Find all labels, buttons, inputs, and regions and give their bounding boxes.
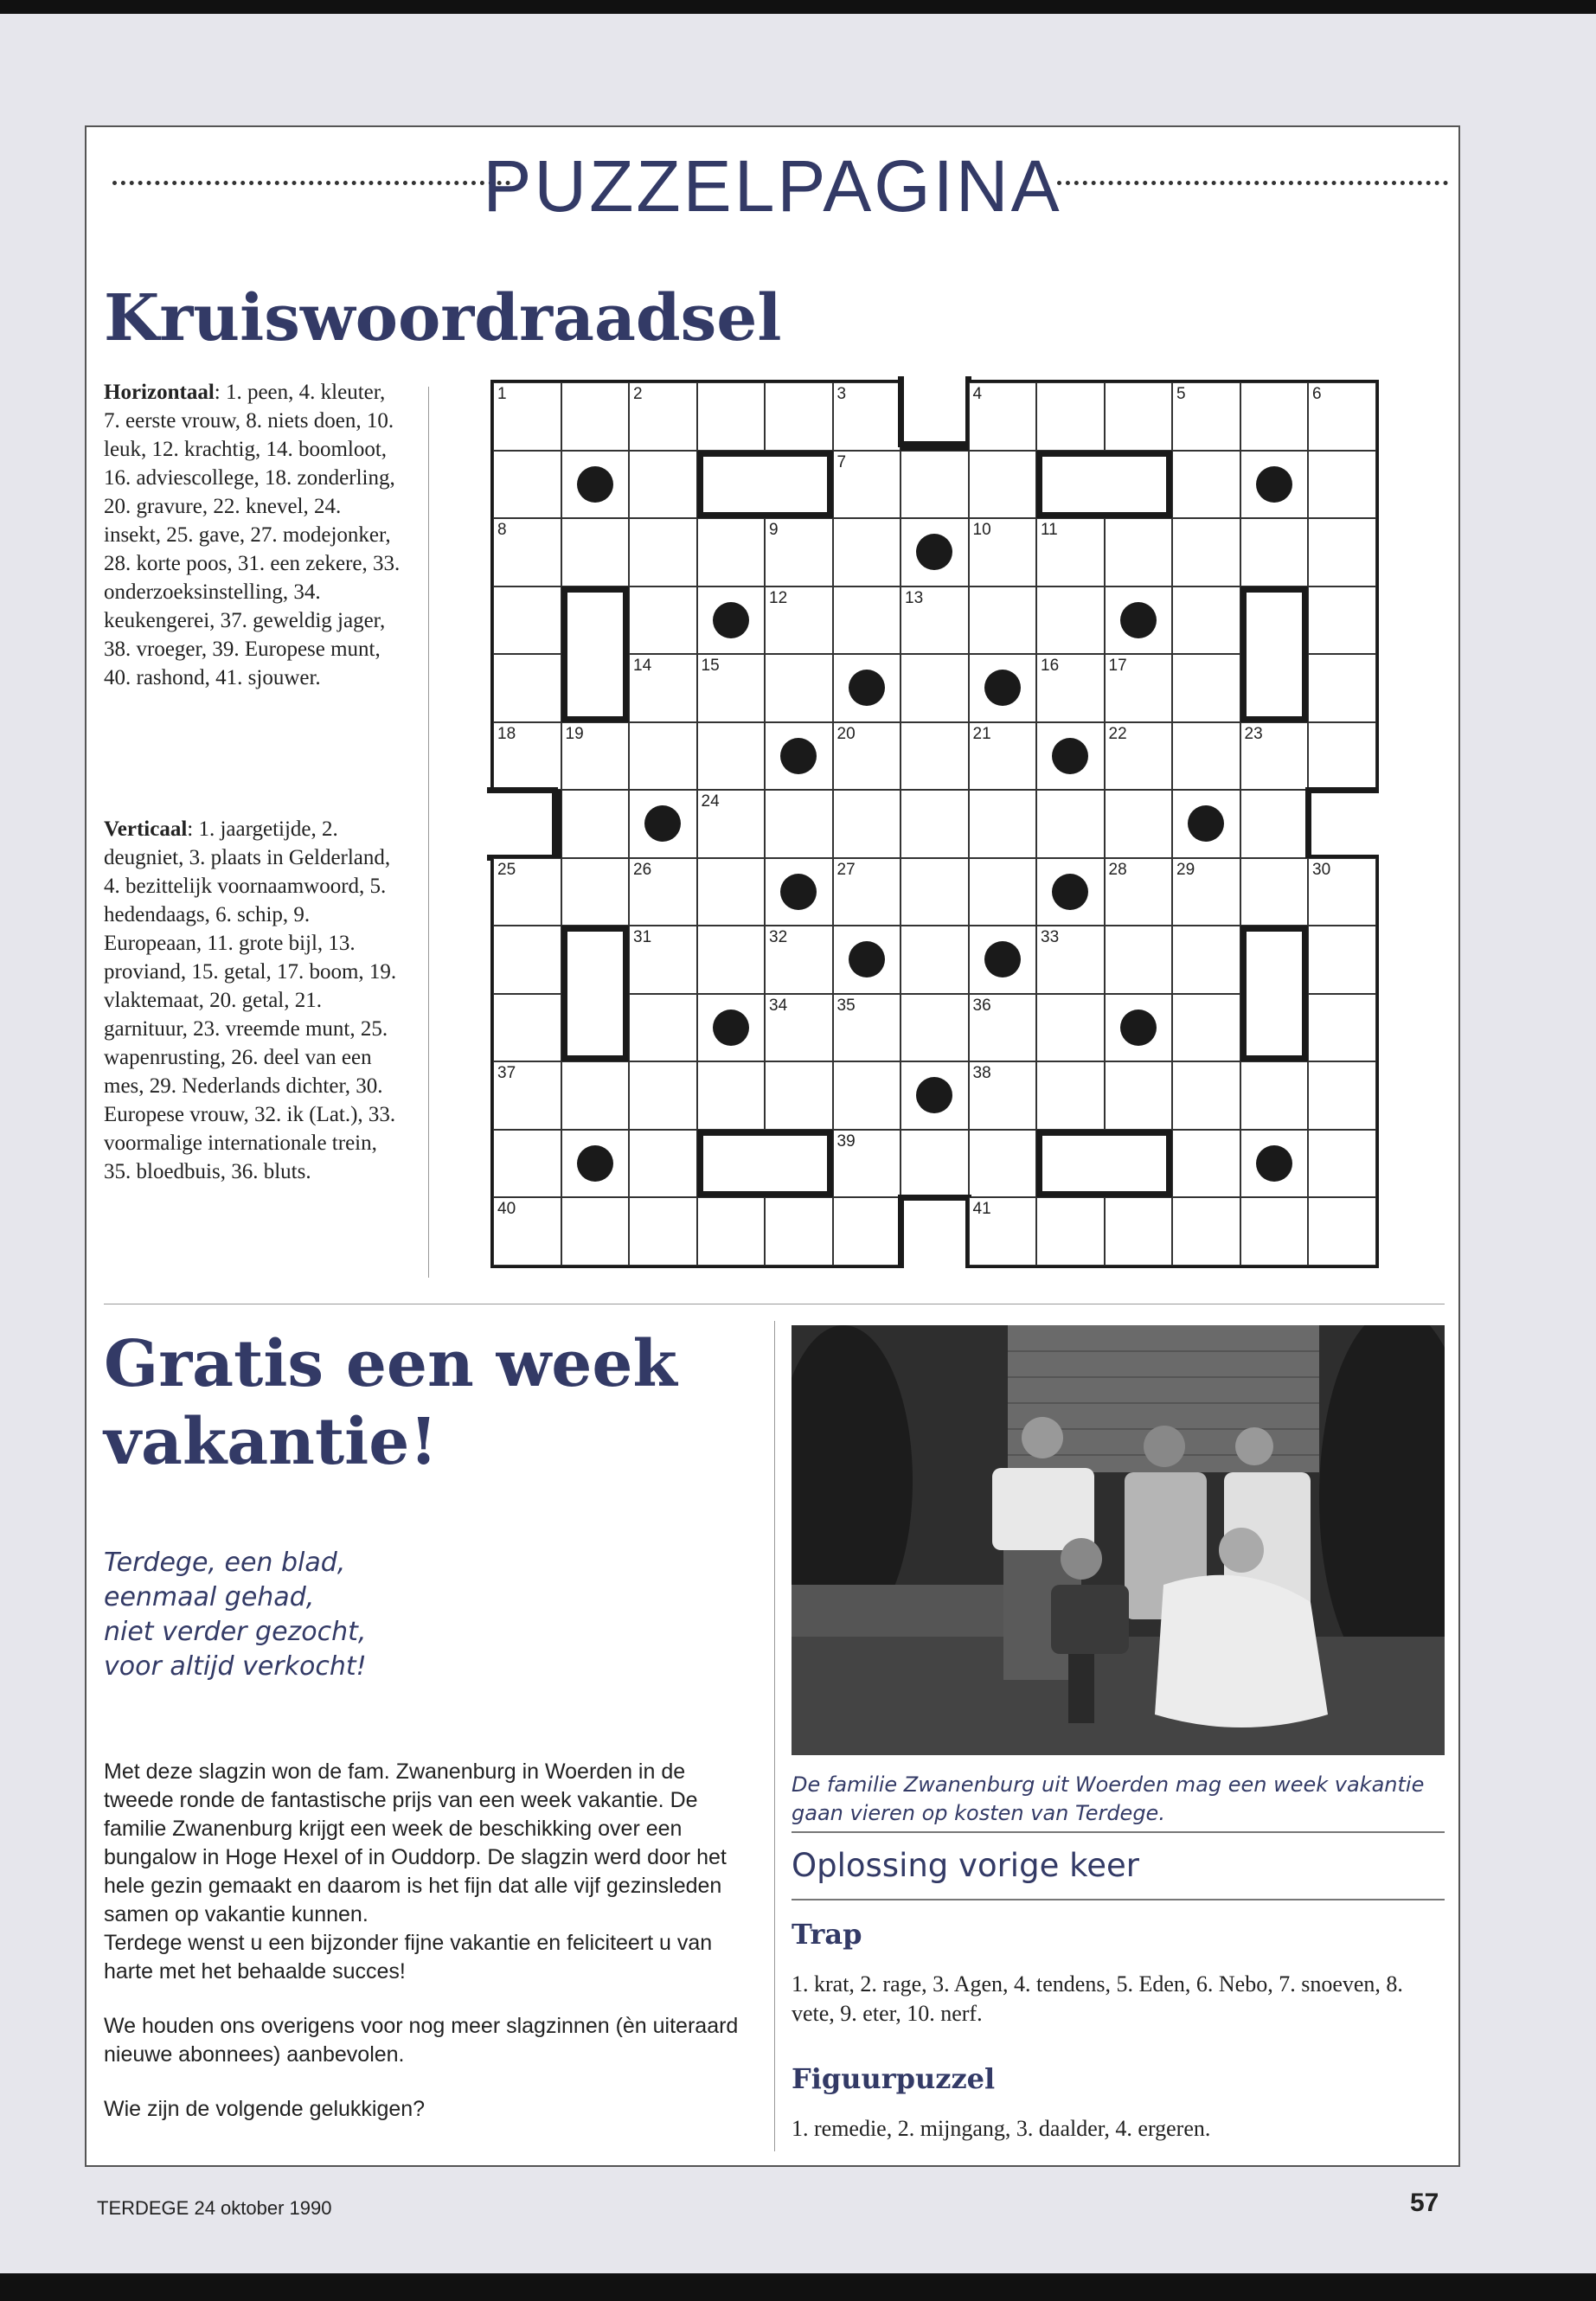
grid-number: 4 [972, 385, 983, 403]
grid-number: 3 [836, 385, 847, 403]
grid-cell[interactable] [629, 1130, 697, 1198]
slogan-line: Terdege, een blad, [104, 1548, 346, 1578]
contest-paragraph: Wie zijn de volgende gelukkigen? [104, 2097, 426, 2121]
grid-cell[interactable] [629, 1061, 697, 1130]
grid-cell[interactable] [833, 1197, 901, 1266]
clues-horizontal-label: Horizontaal [104, 381, 215, 404]
grid-cell[interactable] [493, 586, 561, 655]
grid-cell[interactable] [697, 722, 766, 791]
grid-cell[interactable] [493, 451, 561, 519]
contest-title-line1: Gratis een week [104, 1327, 677, 1401]
grid-cell[interactable] [1308, 1061, 1376, 1130]
grid-cell[interactable] [1308, 586, 1376, 655]
grid-number: 14 [633, 657, 652, 675]
header-dots-right [1057, 181, 1448, 185]
grid-cell[interactable] [697, 1061, 766, 1130]
grid-cell[interactable] [629, 518, 697, 586]
grid-cell[interactable] [1308, 1197, 1376, 1266]
grid-block [1036, 451, 1172, 519]
grid-cell[interactable] [901, 654, 969, 722]
grid-cell[interactable] [1036, 382, 1105, 451]
rule [792, 1899, 1445, 1900]
grid-cell[interactable] [969, 858, 1037, 926]
grid-number: 18 [497, 724, 516, 743]
grid-cell[interactable] [1172, 722, 1240, 791]
grid-number: 9 [769, 521, 779, 539]
grid-cell[interactable] [561, 382, 630, 451]
figuur-solution: 1. remedie, 2. mijngang, 3. daalder, 4. ergeren. [792, 2116, 1211, 2141]
crossword-title: Kruiswoordraadsel [104, 281, 782, 356]
grid-dot [713, 1009, 749, 1046]
grid-cell[interactable] [1308, 451, 1376, 519]
grid-cell[interactable] [1240, 518, 1309, 586]
grid-cell[interactable] [1240, 790, 1309, 858]
clues-horizontal [104, 378, 402, 692]
grid-cell[interactable] [901, 790, 969, 858]
grid-cell[interactable] [561, 518, 630, 586]
grid-block [561, 586, 630, 722]
grid-cell[interactable] [561, 858, 630, 926]
grid-number: 29 [1176, 860, 1195, 879]
grid-dot [577, 1145, 613, 1182]
grid-number: 26 [633, 860, 652, 879]
grid-cell[interactable] [901, 451, 969, 519]
grid-notch [898, 1195, 972, 1269]
grid-number: 13 [905, 588, 924, 607]
grid-cell[interactable] [1240, 1197, 1309, 1266]
grid-cell[interactable] [1308, 994, 1376, 1062]
clues-vertical-text: : 1. jaargetijde, 2. deugniet, 3. plaats in Gelderland, 4. bezittelijk voornaamwoord, 5. hedendaags, 6. schip, 9. Europeaan, 11. grote bijl, 13. proviand, 15. getal, 17. boom, 19. vlaktemaat, 20. getal, 21. garnituur, 23. vreemde munt, 25. wapenrusting, 26. deel van een mes, 29. Nederlands dichter, 30. Europese vrouw, 32. ik (Lat.), 33. voormalige internationale trein, 35. bloedbuis, 36. bluts. [104, 817, 397, 1183]
grid-cell[interactable] [1036, 994, 1105, 1062]
grid-number: 15 [701, 657, 720, 675]
rule [792, 1831, 1445, 1833]
grid-number: 19 [565, 724, 584, 743]
grid-cell[interactable] [765, 790, 833, 858]
grid-dot [984, 941, 1021, 977]
grid-cell[interactable] [1105, 382, 1173, 451]
solutions-title: Oplossing vorige keer [792, 1847, 1139, 1884]
grid-cell[interactable] [697, 382, 766, 451]
grid-cell[interactable] [969, 790, 1037, 858]
grid-cell[interactable] [1036, 790, 1105, 858]
grid-cell[interactable] [1172, 1061, 1240, 1130]
grid-cell[interactable] [493, 926, 561, 994]
grid-number: 28 [1108, 860, 1127, 879]
grid-number: 1 [497, 385, 507, 403]
grid-number: 32 [769, 928, 788, 946]
grid-number: 34 [769, 996, 788, 1015]
grid-cell[interactable] [765, 382, 833, 451]
grid-number: 35 [836, 996, 856, 1015]
grid-cell[interactable] [1240, 382, 1309, 451]
grid-cell[interactable] [493, 1130, 561, 1198]
grid-cell[interactable] [493, 654, 561, 722]
grid-notch [898, 376, 972, 447]
grid-number: 24 [701, 792, 720, 811]
grid-number: 7 [836, 452, 847, 471]
grid-cell[interactable] [1172, 1197, 1240, 1266]
grid-cell[interactable] [1036, 1061, 1105, 1130]
grid-dot [780, 738, 817, 774]
clues-vertical-label: Verticaal [104, 817, 188, 841]
grid-cell[interactable] [833, 1061, 901, 1130]
grid-number: 10 [972, 521, 991, 539]
grid-cell[interactable] [561, 1061, 630, 1130]
contest-paragraph: Terdege wenst u een bijzonder fijne vakantie en feliciteert u van harte met het behaalde succes! [104, 1931, 713, 1984]
photo-caption: De familie Zwanenburg uit Woerden mag een week vakantie gaan vieren op kosten van Terdege. [792, 1772, 1425, 1825]
slogan-line: voor altijd verkocht! [104, 1651, 367, 1682]
contest-title [104, 1325, 677, 1481]
grid-number: 36 [972, 996, 991, 1015]
trap-solution: 1. krat, 2. rage, 3. Agen, 4. tendens, 5. Eden, 6. Nebo, 7. snoeven, 8. vete, 9. eter, 10. nerf. [792, 1971, 1403, 2026]
column-divider [774, 1321, 775, 2151]
grid-cell[interactable] [697, 518, 766, 586]
grid-dot [1052, 874, 1088, 910]
grid-number: 2 [633, 385, 643, 403]
clues-vertical [104, 815, 402, 1186]
grid-number: 16 [1041, 657, 1060, 675]
grid-cell[interactable] [1172, 994, 1240, 1062]
grid-cell[interactable] [1308, 654, 1376, 722]
slogan-line: niet verder gezocht, [104, 1617, 367, 1647]
family-photo-illustration [792, 1325, 1445, 1755]
grid-number: 21 [972, 724, 991, 743]
grid-number: 8 [497, 521, 507, 539]
grid-number: 41 [972, 1200, 991, 1218]
grid-notch [487, 787, 558, 862]
contest-title-line2: vakantie! [104, 1405, 438, 1479]
grid-number: 33 [1041, 928, 1060, 946]
grid-number: 12 [769, 588, 788, 607]
page-number: 57 [1410, 2189, 1439, 2217]
grid-cell[interactable] [901, 722, 969, 791]
grid-cell[interactable] [1172, 586, 1240, 655]
grid-cell[interactable] [561, 1197, 630, 1266]
grid-block [561, 926, 630, 1061]
bottom-border [0, 2273, 1596, 2301]
grid-dot [577, 466, 613, 503]
footer-issue: TERDEGE 24 oktober 1990 [97, 2197, 332, 2219]
grid-cell[interactable] [901, 926, 969, 994]
grid-cell[interactable] [1105, 790, 1173, 858]
grid-number: 27 [836, 860, 856, 879]
grid-block [1240, 586, 1309, 722]
grid-cell[interactable] [629, 1197, 697, 1266]
winning-slogan [104, 1546, 367, 1684]
grid-number: 39 [836, 1131, 856, 1150]
grid-cell[interactable] [765, 654, 833, 722]
grid-dot [849, 941, 885, 977]
grid-block [1036, 1130, 1172, 1198]
grid-cell[interactable] [629, 722, 697, 791]
grid-number: 31 [633, 928, 652, 946]
grid-dot [1256, 466, 1292, 503]
top-border [0, 0, 1596, 14]
grid-block [697, 1130, 833, 1198]
clues-horizontal-text: : 1. peen, 4. kleuter, 7. eerste vrouw, 8. niets doen, 10. leuk, 12. krachtig, 14. boomloot, 16. adviescollege, 18. zonderling, 20. gravure, 22. knevel, 24. insekt, 25. gave, 27. modejonker, 28. korte poos, 31. een zekere, 33. onderzoeksinstelling, 34. keukengerei, 37. geweldig jager, 38. vroeger, 39. Europese munt, 40. rashond, 41. sjouwer. [104, 381, 401, 689]
grid-cell[interactable] [1105, 518, 1173, 586]
grid-block [1240, 926, 1309, 1061]
grid-cell[interactable] [1172, 926, 1240, 994]
grid-number: 30 [1312, 860, 1331, 879]
grid-cell[interactable] [1240, 1061, 1309, 1130]
grid-cell[interactable] [1240, 858, 1309, 926]
grid-cell[interactable] [833, 518, 901, 586]
grid-dot [984, 670, 1021, 706]
grid-cell[interactable] [1308, 518, 1376, 586]
grid-cell[interactable] [901, 994, 969, 1062]
grid-dot [1256, 1145, 1292, 1182]
grid-cell[interactable] [629, 994, 697, 1062]
grid-dot [849, 670, 885, 706]
grid-number: 20 [836, 724, 856, 743]
family-photo [792, 1325, 1445, 1755]
grid-cell[interactable] [697, 926, 766, 994]
page-header [87, 144, 1458, 227]
grid-cell[interactable] [765, 1061, 833, 1130]
grid-cell[interactable] [1172, 654, 1240, 722]
grid-cell[interactable] [1308, 926, 1376, 994]
grid-cell[interactable] [1036, 586, 1105, 655]
grid-cell[interactable] [969, 451, 1037, 519]
grid-cell[interactable] [969, 586, 1037, 655]
grid-number: 23 [1244, 724, 1263, 743]
grid-cell[interactable] [561, 790, 630, 858]
grid-cell[interactable] [833, 586, 901, 655]
grid-cell[interactable] [1308, 722, 1376, 791]
grid-notch [1305, 787, 1380, 862]
grid-number: 38 [972, 1064, 991, 1082]
grid-cell[interactable] [1105, 926, 1173, 994]
grid-cell[interactable] [901, 858, 969, 926]
grid-dot [1052, 738, 1088, 774]
grid-number: 40 [497, 1200, 516, 1218]
slogan-line: eenmaal gehad, [104, 1582, 315, 1612]
grid-cell[interactable] [493, 994, 561, 1062]
contest-body [104, 1758, 748, 2150]
grid-block [697, 451, 833, 519]
grid-cell[interactable] [1036, 1197, 1105, 1266]
figuur-title: Figuurpuzzel [792, 2062, 996, 2095]
clues-divider [428, 387, 429, 1278]
grid-cell[interactable] [629, 586, 697, 655]
grid-cell[interactable] [1172, 451, 1240, 519]
grid-cell[interactable] [697, 858, 766, 926]
grid-number: 6 [1312, 385, 1322, 403]
grid-cell[interactable] [629, 451, 697, 519]
grid-cell[interactable] [1105, 1197, 1173, 1266]
grid-number: 22 [1108, 724, 1127, 743]
grid-cell[interactable] [833, 790, 901, 858]
puzzle-page [85, 125, 1460, 2167]
grid-number: 25 [497, 860, 516, 879]
grid-dot [780, 874, 817, 910]
grid-cell[interactable] [901, 1130, 969, 1198]
contest-paragraph: We houden ons overigens voor nog meer slagzinnen (èn uiteraard nieuwe abonnees) aanbevolen. [104, 2014, 739, 2067]
grid-number: 5 [1176, 385, 1186, 403]
grid-dot [1120, 1009, 1157, 1046]
contest-paragraph: Met deze slagzin won de fam. Zwanenburg in Woerden in de tweede ronde de fantastische prijs van een week vakantie. De familie Zwanenburg krijgt een week de beschikking over een bungalow in Hoge Hexel of in Ouddorp. De slagzin werd door het hele gezin gemaakt en daarom is het fijn dat alle vijf gezinsleden samen op vakantie kunnen. [104, 1759, 727, 1926]
grid-cell[interactable] [765, 1197, 833, 1266]
page-header-title: PUZZELPAGINA [483, 145, 1062, 227]
grid-cell[interactable] [1172, 1130, 1240, 1198]
grid-cell[interactable] [1105, 1061, 1173, 1130]
grid-cell[interactable] [1308, 1130, 1376, 1198]
trap-title: Trap [792, 1918, 862, 1951]
grid-number: 37 [497, 1064, 516, 1082]
grid-cell[interactable] [969, 1130, 1037, 1198]
grid-cell[interactable] [1172, 518, 1240, 586]
grid-dot [713, 602, 749, 638]
grid-number: 17 [1108, 657, 1127, 675]
grid-cell[interactable] [697, 1197, 766, 1266]
grid-number: 11 [1041, 521, 1058, 539]
grid-dot [1120, 602, 1157, 638]
